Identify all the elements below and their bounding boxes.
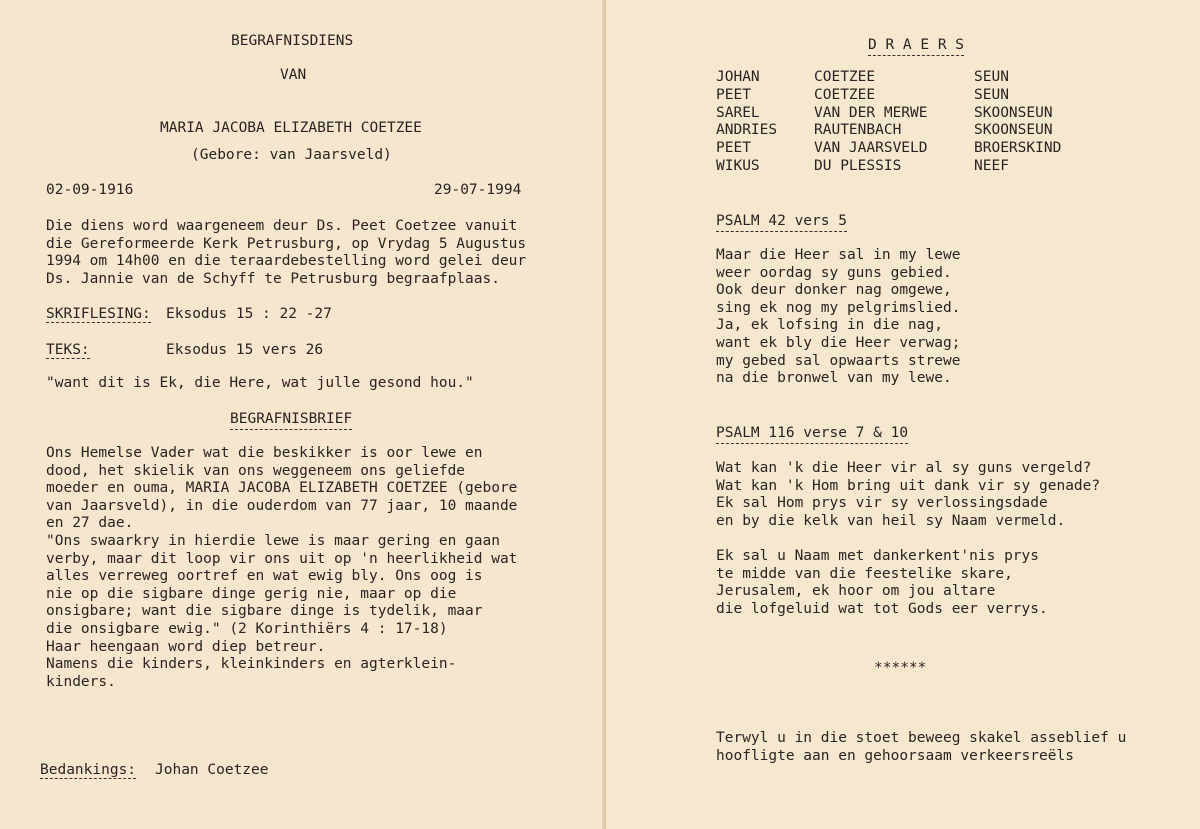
brief-line: dood, het skielik van ons weggeneem ons geliefde [46, 462, 466, 479]
draer-surname: VAN DER MERWE [814, 104, 928, 121]
draer-relation: SKOONSEUN [974, 104, 1053, 121]
draer-first-name: PEET [716, 86, 751, 103]
draer-first-name: JOHAN [716, 69, 760, 85]
psalm-line: Ek sal u Naam met dankerkent'nis prys [716, 548, 1040, 564]
service-heading: BEGRAFNISDIENS [231, 33, 354, 49]
van-label: VAN [280, 67, 307, 83]
right-page [606, 0, 1200, 829]
brief-line: en 27 dae. [46, 515, 134, 532]
service-line: 1994 om 14h00 en die teraardebestelling word gelei deur [46, 253, 527, 270]
psalm116-verse7 [716, 460, 1100, 530]
psalm-line: Ja, ek lofsing in die nag, [716, 317, 943, 334]
skriflesing-value: Eksodus 15 : 22 -27 [166, 306, 332, 322]
psalm-line: Wat kan 'k die Heer vir al sy guns vergeld? [716, 460, 1092, 476]
draers-relations [974, 69, 1061, 176]
service-line: die Gereformeerde Kerk Petrusburg, op Vrydag 5 Augustus [46, 235, 527, 252]
psalm-line: my gebed sal opwaarts strewe [716, 352, 961, 369]
brief-heading: BEGRAFNISBRIEF [230, 410, 352, 428]
draer-surname: COETZEE [814, 86, 876, 103]
death-date: 29-07-1994 [434, 182, 522, 198]
draer-relation: SEUN [974, 69, 1009, 85]
brief-line: verby, maar dit loop vir ons uit op 'n heerlikheid wat [46, 550, 518, 567]
brief-line: Ons Hemelse Vader wat die beskikker is oor lewe en [46, 445, 483, 461]
brief-line: die onsigbare ewig." (2 Korinthiërs 4 : 17-18) [46, 620, 448, 637]
draer-surname: DU PLESSIS [814, 157, 902, 174]
psalm-line: na die bronwel van my lewe. [716, 370, 952, 387]
closing-note [716, 730, 1126, 765]
psalm-line: sing ek nog my pelgrimslied. [716, 299, 961, 316]
service-line: Die diens word waargeneem deur Ds. Peet Coetzee vanuit [46, 218, 518, 234]
psalm42-text [716, 247, 960, 388]
psalm116-heading: PSALM 116 verse 7 & 10 [716, 424, 908, 442]
draer-first-name: WIKUS [716, 157, 760, 174]
psalm-line: Maar die Heer sal in my lewe [716, 247, 961, 263]
psalm116-verse10 [716, 548, 1048, 618]
psalm-line: die lofgeluid wat tot Gods eer verrys. [716, 600, 1048, 617]
brief-line: alles verreweg oortref en wat ewig bly. Ons oog is [46, 568, 483, 585]
brief-line: moeder en ouma, MARIA JACOBA ELIZABETH COETZEE (gebore [46, 480, 518, 497]
draer-relation: NEEF [974, 157, 1009, 174]
birth-date: 02-09-1916 [46, 182, 134, 198]
teks-label: TEKS: [46, 342, 90, 358]
stars-divider: ****** [874, 660, 927, 676]
psalm-line: Ook deur donker nag omgewe, [716, 282, 952, 299]
psalm-line: te midde van die feestelike skare, [716, 565, 1013, 582]
brief-line: onsigbare; want die sigbare dinge is tydelik, maar [46, 603, 483, 620]
psalm-line: weer oordag sy guns gebied. [716, 264, 952, 281]
psalm-line: Jerusalem, ek hoor om jou altare [716, 583, 996, 600]
quote: "want dit is Ek, die Here, wat julle gesond hou." [46, 375, 474, 391]
brief-line: "Ons swaarkry in hierdie lewe is maar gering en gaan [46, 532, 500, 549]
draer-surname: COETZEE [814, 69, 876, 85]
brief-text [46, 445, 517, 691]
psalm-line: Ek sal Hom prys vir sy verlossingsdade [716, 495, 1048, 512]
draers-first-names [716, 69, 777, 176]
draer-surname: RAUTENBACH [814, 122, 902, 139]
maiden-name: (Gebore: van Jaarsveld) [191, 147, 392, 163]
draers-surnames [814, 69, 928, 176]
psalm42-heading: PSALM 42 vers 5 [716, 212, 847, 230]
service-line: Ds. Jannie van de Schyff te Petrusburg begraafplaas. [46, 270, 500, 287]
draer-relation: BROERSKIND [974, 140, 1062, 157]
draer-first-name: PEET [716, 140, 751, 157]
brief-line: van Jaarsveld), in die ouderdom van 77 jaar, 10 maande [46, 497, 518, 514]
closing-line: Terwyl u in die stoet beweeg skakel asseblief u [716, 730, 1127, 746]
draer-first-name: SAREL [716, 104, 760, 121]
draers-heading: D R A E R S [868, 36, 964, 54]
service-details [46, 218, 526, 288]
teks-value: Eksodus 15 vers 26 [166, 342, 324, 358]
thanks-value: Johan Coetzee [155, 762, 269, 778]
thanks-label: Bedankings: [40, 762, 137, 778]
brief-line: nie op die sigbare dinge gerig nie, maar op die [46, 585, 457, 602]
draer-relation: SKOONSEUN [974, 122, 1053, 139]
skriflesing-label: SKRIFLESING: [46, 306, 151, 322]
brief-line: kinders. [46, 673, 116, 690]
psalm-line: want ek bly die Heer verwag; [716, 334, 961, 351]
brief-line: Haar heengaan word diep betreur. [46, 638, 326, 655]
deceased-name: MARIA JACOBA ELIZABETH COETZEE [160, 120, 422, 136]
brief-line: Namens die kinders, kleinkinders en agterklein- [46, 656, 457, 673]
draer-first-name: ANDRIES [716, 122, 778, 139]
psalm-line: Wat kan 'k Hom bring uit dank vir sy genade? [716, 477, 1101, 494]
draer-surname: VAN JAARSVELD [814, 140, 928, 157]
closing-line: hoofligte aan en gehoorsaam verkeersreëls [716, 747, 1074, 764]
draer-relation: SEUN [974, 86, 1009, 103]
psalm-line: en by die kelk van heil sy Naam vermeld. [716, 512, 1066, 529]
